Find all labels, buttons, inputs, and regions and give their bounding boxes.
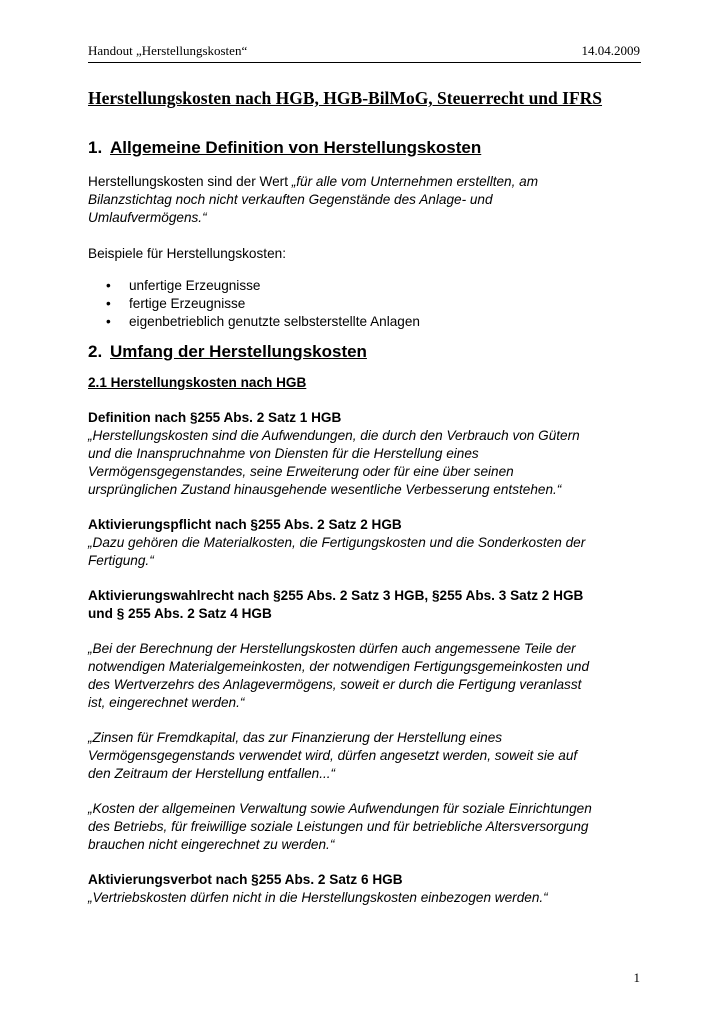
intro-quote-line-2: Bilanzstichtag noch nicht verkauften Gegenstände des Anlage- und: [88, 192, 493, 207]
aktivierungsverbot-heading: Aktivierungsverbot nach §255 Abs. 2 Satz 6 HGB: [88, 872, 403, 887]
examples-label: Beispiele für Herstellungskosten:: [88, 246, 286, 261]
aktivierungswahlrecht-heading: Aktivierungswahlrecht nach §255 Abs. 2 Satz 3 HGB, §255 Abs. 3 Satz 2 HGB und § 255 Abs. 2 Satz 4 HGB: [88, 588, 584, 621]
definition-quote: „Herstellungskosten sind die Aufwendungen, die durch den Verbrauch von Gütern und die Inanspruchnahme von Diensten für die Herstellung eines Vermögensgegenstandes, seine Erweiterung oder für eine über seinen ursprünglichen Zustand hinausgehende wesentliche Verbesserung entstehen.“: [88, 428, 580, 497]
header-date: 14.04.2009: [581, 43, 640, 58]
wahlrecht-quote-1: „Bei der Berechnung der Herstellungskosten dürfen auch angemessene Teile der notwendigen Materialgemeinkosten, der notwendigen Fertigungsgemeinkosten und des Wertverzehrs des Anlagevermögens, soweit er durch die Fertigung veranlasst ist, eingerechnet werden.“: [88, 641, 590, 710]
aktivierungsverbot-quote: „Vertriebskosten dürfen nicht in die Herstellungskosten einbezogen werden.“: [88, 890, 548, 905]
list-item: • unfertige Erzeugnisse: [106, 278, 261, 293]
section-2-title: Umfang der Herstellungskosten: [110, 342, 367, 361]
header-title: Handout „Herstellungskosten“: [88, 43, 248, 58]
wahlrecht-quote-2: „Zinsen für Fremdkapital, das zur Finanzierung der Herstellung eines Vermögensgegenstands verwendet wird, dürfen angesetzt werden, soweit sie auf den Zeitraum der Herstellung entfallen...“: [88, 730, 578, 781]
section-1-title: Allgemeine Definition von Herstellungskosten: [110, 138, 482, 157]
section-2-heading: [88, 341, 648, 363]
examples-list: [88, 277, 648, 331]
bullet-icon: •: [106, 278, 111, 293]
document-body: [88, 137, 648, 907]
aktivierungspflicht-quote: „Dazu gehören die Materialkosten, die Fertigungskosten und die Sonderkosten der Fertigung.“: [88, 535, 586, 568]
section-1-number: 1.: [88, 138, 103, 157]
intro-plain: Herstellungskosten sind der Wert: [88, 174, 292, 189]
bullet-icon: •: [106, 314, 111, 329]
section-1-heading: [88, 137, 648, 159]
section-2-number: 2.: [88, 342, 103, 361]
bullet-icon: •: [106, 296, 111, 311]
definition-heading: Definition nach §255 Abs. 2 Satz 1 HGB: [88, 410, 342, 425]
header-divider: [88, 62, 641, 63]
intro-quote-line-1: „für alle vom Unternehmen erstellten, am: [291, 174, 539, 189]
page-number: 1: [633, 970, 640, 985]
subsection-2-1-heading: 2.1 Herstellungskosten nach HGB: [88, 375, 307, 390]
list-item: • fertige Erzeugnisse: [106, 296, 246, 311]
wahlrecht-quote-3: „Kosten der allgemeinen Verwaltung sowie Aufwendungen für soziale Einrichtungen des Betriebs, für freiwillige soziale Leistungen und für betriebliche Altersversorgung brauchen nicht eingerechnet zu werden.“: [88, 801, 592, 852]
aktivierungspflicht-heading: Aktivierungspflicht nach §255 Abs. 2 Satz 2 HGB: [88, 517, 402, 532]
document-title: Herstellungskosten nach HGB, HGB-BilMoG, Steuerrecht und IFRS: [88, 88, 603, 108]
intro-quote-line-3: Umlaufvermögens.“: [88, 210, 207, 225]
section-1-intro: [88, 173, 648, 227]
list-item: • eigenbetrieblich genutzte selbsterstellte Anlagen: [106, 314, 420, 329]
